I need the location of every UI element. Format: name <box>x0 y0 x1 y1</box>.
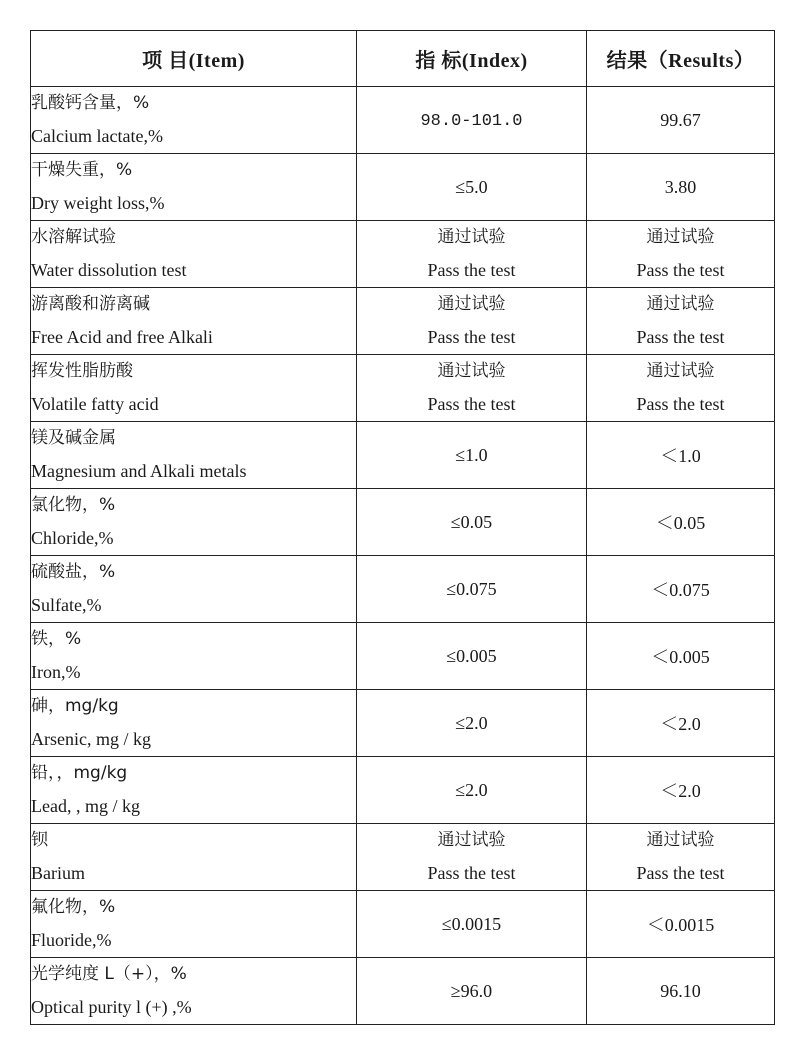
item-name-zh: 光学纯度 L（+），% <box>31 964 187 984</box>
index-value-zh: 通过试验 <box>437 361 506 381</box>
index-cell <box>357 824 587 891</box>
index-cell <box>357 690 587 757</box>
result-value: ＜2.0 <box>660 781 701 801</box>
result-value-zh: 通过试验 <box>646 361 715 381</box>
result-cell <box>587 221 775 288</box>
result-cell <box>587 355 775 422</box>
index-cell <box>357 87 587 154</box>
item-cell <box>31 87 357 154</box>
index-cell <box>357 891 587 958</box>
item-cell <box>31 757 357 824</box>
table-row <box>31 891 775 958</box>
item-cell <box>31 623 357 690</box>
index-value: 98.0-101.0 <box>420 112 523 131</box>
item-name-zh: 乳酸钙含量，% <box>31 93 150 113</box>
index-value-en: Pass the test <box>427 394 516 414</box>
specification-table <box>30 30 775 1025</box>
result-value: ＜1.0 <box>660 446 701 466</box>
result-value: ＜2.0 <box>660 714 701 734</box>
table-row <box>31 221 775 288</box>
result-cell <box>587 87 775 154</box>
header-index: 指 标(Index) <box>357 31 587 87</box>
index-cell <box>357 288 587 355</box>
table-row <box>31 355 775 422</box>
item-name-en: Sulfate,% <box>31 595 102 615</box>
index-cell <box>357 623 587 690</box>
index-cell <box>357 154 587 221</box>
table-header-row <box>31 31 775 87</box>
index-cell <box>357 958 587 1025</box>
index-value-zh: 通过试验 <box>437 294 506 314</box>
item-cell <box>31 690 357 757</box>
table-row <box>31 556 775 623</box>
item-name-en: Water dissolution test <box>31 260 187 280</box>
result-cell <box>587 489 775 556</box>
item-name-en: Arsenic, mg / kg <box>31 729 151 749</box>
item-name-zh: 铅，，mg/kg <box>31 763 128 783</box>
item-name-en: Barium <box>31 863 85 883</box>
index-value: ≤1.0 <box>455 444 488 465</box>
result-cell <box>587 690 775 757</box>
result-cell <box>587 154 775 221</box>
result-cell <box>587 288 775 355</box>
item-cell <box>31 288 357 355</box>
item-name-zh: 硫酸盐，% <box>31 562 116 582</box>
index-value-en: Pass the test <box>427 863 516 883</box>
result-cell <box>587 958 775 1025</box>
index-value: ≤2.0 <box>455 779 488 800</box>
result-cell <box>587 623 775 690</box>
result-cell <box>587 757 775 824</box>
result-value: 99.67 <box>660 109 701 130</box>
item-name-zh: 钡 <box>31 830 48 850</box>
index-value: ≤0.005 <box>446 645 497 666</box>
item-name-en: Iron,% <box>31 662 81 682</box>
item-name-en: Calcium lactate,% <box>31 126 163 146</box>
result-value-en: Pass the test <box>636 863 725 883</box>
index-value-zh: 通过试验 <box>437 830 506 850</box>
result-value-zh: 通过试验 <box>646 294 715 314</box>
item-name-zh: 挥发性脂肪酸 <box>31 361 133 381</box>
item-name-zh: 铁，% <box>31 629 82 649</box>
index-value: ≤0.075 <box>446 578 497 599</box>
table-row <box>31 87 775 154</box>
index-value-en: Pass the test <box>427 327 516 347</box>
result-value: ＜0.0015 <box>646 915 715 935</box>
result-value-zh: 通过试验 <box>646 227 715 247</box>
item-cell <box>31 355 357 422</box>
result-value: ＜0.075 <box>651 580 710 600</box>
item-name-zh: 干燥失重，% <box>31 160 133 180</box>
table-row <box>31 288 775 355</box>
item-cell <box>31 556 357 623</box>
table-row <box>31 690 775 757</box>
index-value: ≤5.0 <box>455 176 488 197</box>
result-value: ＜0.05 <box>655 513 706 533</box>
item-name-en: Optical purity l (+) ,% <box>31 997 192 1017</box>
item-cell <box>31 422 357 489</box>
index-value: ≤0.0015 <box>441 913 502 934</box>
result-value: 3.80 <box>664 176 697 197</box>
index-cell <box>357 355 587 422</box>
result-cell <box>587 824 775 891</box>
item-cell <box>31 891 357 958</box>
item-name-en: Dry weight loss,% <box>31 193 165 213</box>
index-cell <box>357 556 587 623</box>
result-value: ＜0.005 <box>651 647 710 667</box>
item-name-en: Lead, , mg / kg <box>31 796 140 816</box>
table-row <box>31 824 775 891</box>
result-value: 96.10 <box>660 980 701 1001</box>
result-cell <box>587 556 775 623</box>
result-value-en: Pass the test <box>636 260 725 280</box>
header-item: 项 目(Item) <box>31 31 357 87</box>
item-name-zh: 砷，mg/kg <box>31 696 119 716</box>
specification-sheet <box>30 30 774 1025</box>
index-value: ≤2.0 <box>455 712 488 733</box>
index-cell <box>357 221 587 288</box>
item-name-zh: 氯化物，% <box>31 495 116 515</box>
item-name-zh: 镁及碱金属 <box>31 428 116 448</box>
table-row <box>31 154 775 221</box>
index-cell <box>357 489 587 556</box>
item-name-en: Volatile fatty acid <box>31 394 159 414</box>
index-value-en: Pass the test <box>427 260 516 280</box>
result-value-zh: 通过试验 <box>646 830 715 850</box>
item-name-zh: 游离酸和游离碱 <box>31 294 150 314</box>
item-name-en: Magnesium and Alkali metals <box>31 461 247 481</box>
result-cell <box>587 422 775 489</box>
result-value-en: Pass the test <box>636 327 725 347</box>
table-row <box>31 422 775 489</box>
item-cell <box>31 958 357 1025</box>
item-name-zh: 氟化物，% <box>31 897 116 917</box>
table-row <box>31 757 775 824</box>
index-value: ≥96.0 <box>450 980 493 1001</box>
header-results: 结果（Results） <box>587 31 775 87</box>
table-row <box>31 623 775 690</box>
item-cell <box>31 824 357 891</box>
item-name-en: Chloride,% <box>31 528 114 548</box>
index-value-zh: 通过试验 <box>437 227 506 247</box>
index-value: ≤0.05 <box>450 511 493 532</box>
item-name-en: Fluoride,% <box>31 930 112 950</box>
table-row <box>31 489 775 556</box>
index-cell <box>357 757 587 824</box>
item-cell <box>31 154 357 221</box>
item-name-en: Free Acid and free Alkali <box>31 327 213 347</box>
result-cell <box>587 891 775 958</box>
index-cell <box>357 422 587 489</box>
result-value-en: Pass the test <box>636 394 725 414</box>
item-cell <box>31 221 357 288</box>
table-row <box>31 958 775 1025</box>
item-name-zh: 水溶解试验 <box>31 227 116 247</box>
item-cell <box>31 489 357 556</box>
